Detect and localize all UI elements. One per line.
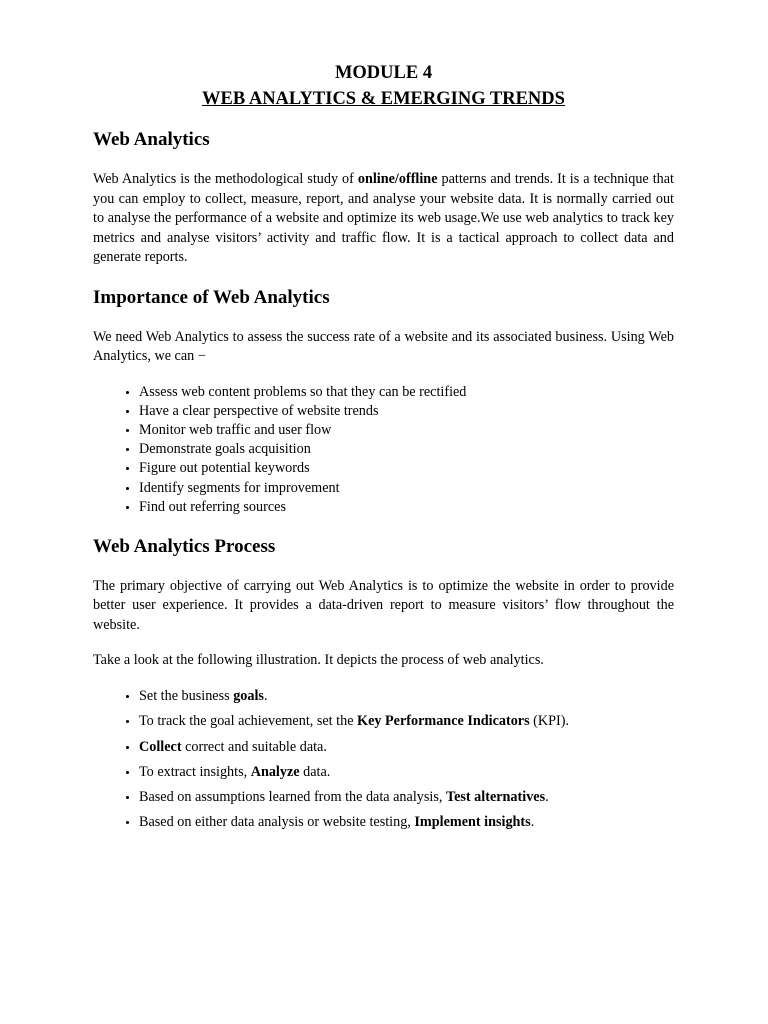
- list-item: • Figure out potential keywords: [139, 459, 674, 478]
- list-item: • Based on assumptions learned from the data analysis, Test alternatives.: [139, 788, 674, 808]
- list-item: • Identify segments for improvement: [139, 479, 674, 498]
- list-item: • To extract insights, Analyze data.: [139, 763, 674, 783]
- heading-importance: Importance of Web Analytics: [93, 286, 330, 308]
- process-list: [93, 687, 674, 833]
- list-item: • To track the goal achievement, set the Key Performance Indicators (KPI).: [139, 712, 674, 732]
- list-item: • Have a clear perspective of website trends: [139, 402, 674, 421]
- web-analytics-paragraph: Web Analytics is the methodological study of online/offline patterns and trends. It is a technique that you can employ to collect, measure, report, and analyse your website data. It is normally carried out to analyse the performance of a website and optimize its web usage.We use web analytics to track key metrics and analyse visitors’ activity and traffic flow. It is a tactical approach to collect data and generate reports.: [93, 171, 674, 265]
- list-item: • Demonstrate goals acquisition: [139, 440, 674, 459]
- list-item: • Based on either data analysis or website testing, Implement insights.: [139, 813, 674, 833]
- list-item: • Assess web content problems so that they can be rectified: [139, 383, 674, 402]
- importance-list: [93, 383, 674, 517]
- heading-web-analytics: Web Analytics: [93, 129, 210, 150]
- list-item: • Set the business goals.: [139, 687, 674, 707]
- importance-paragraph: We need Web Analytics to assess the success rate of a website and its associated business. Using Web Analytics, we can −: [93, 328, 674, 364]
- list-item: • Find out referring sources: [139, 498, 674, 517]
- module-title: MODULE 4: [334, 63, 433, 83]
- heading-process: Web Analytics Process: [93, 535, 276, 557]
- page-content: [93, 60, 674, 839]
- list-item: • Monitor web traffic and user flow: [139, 421, 674, 440]
- list-item: • Collect correct and suitable data.: [139, 738, 674, 758]
- process-paragraph-2: Take a look at the following illustration. It depicts the process of web analytics.: [93, 652, 544, 669]
- module-subtitle: WEB ANALYTICS & EMERGING TRENDS: [202, 89, 565, 109]
- process-paragraph-1: The primary objective of carrying out Web Analytics is to optimize the website in order to provide better user experience. It provides a data-driven report to measure visitors’ flow throughout the website.: [93, 577, 674, 633]
